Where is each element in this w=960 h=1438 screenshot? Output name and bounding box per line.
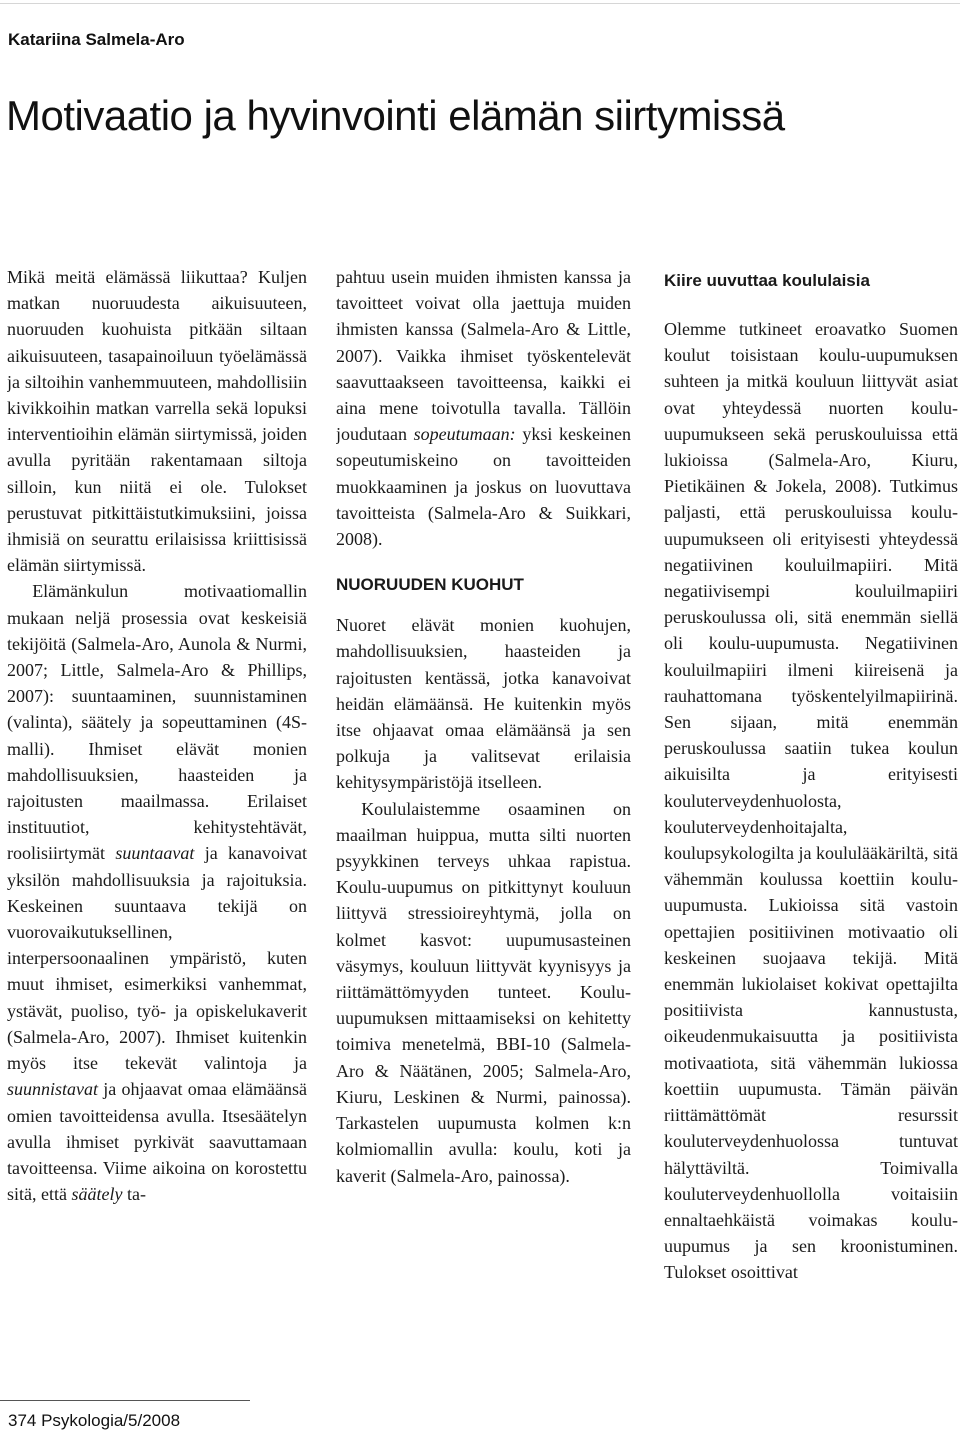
top-rule	[0, 3, 960, 4]
footer-rule	[0, 1400, 250, 1401]
paragraph: Koululaistemme osaaminen on maailman huippua, mutta silti nuorten psyykkinen terveys uhkaa rapistua. Koulu-uupumus on pitkittynyt kouluun liittyvä stressioireyhtymä, jolla on kolmet kasvot: uupumusasteinen väsymys, kouluun liittyvät kyynisyys ja riittämättömyyden tunteet. Koulu-uupumuksen mittaamiseksi on kehitetty toimiva menetelmä, BBI-10 (Salmela-Aro & Näätänen, 2005; Salmela-Aro, Kiuru, Leskinen & Nurmi, painossa). Tarkastelen uupumusta kolmen k:n kolmiomallin avulla: koulu, koti ja kaverit (Salmela-Aro, painossa).	[336, 798, 631, 1186]
emphasis: suuntaavat	[115, 843, 195, 864]
paragraph: Elämänkulun motivaatiomallin mukaan neljä prosessia ovat keskeisiä tekijöitä (Salmela-Aro, Aunola & Nurmi, 2007; Little, Salmela-Aro & Phillips, 2007): suuntaaminen, suunnistaminen (valinta), säätely ja sopeuttaminen (4S-malli). Ihmiset elävät monien mahdollisuuksien, haasteiden ja rajoitusten maailmassa. Erilaiset instituutiot, kehitystehtävät, roolisiirtymät suuntaavat ja kanavoivat yksilön mahdollisuuksia ja rajoituksia. Keskeinen suuntaava tekijä on vuorovaikutuksellinen, interpersoonaalinen ympäristö, kuten muut ihmiset, esimerkiksi vanhemmat, ystävät, puoliso, työ- ja opiskelukaverit (Salmela-Aro, 2007). Ihmiset kuitenkin myös itse tekevät valintoja ja suunnistavat ja ohjaavat omaa elämäänsä omien tavoitteidensa avulla. Itsesäätelyn avulla ihmiset pyrkivät saavuttamaan tavoitteensa. Viime aikoina on korostettu sitä, että säätely ta-	[7, 581, 307, 1205]
section-heading: Kiire uuvuttaa koululaisia	[664, 271, 870, 290]
emphasis: sopeutumaan:	[413, 424, 516, 445]
paragraph: pahtuu usein muiden ihmisten kanssa ja tavoitteet voivat olla jaettuja muiden ihmisten kanssa (Salmela-Aro & Little, 2007). Vaikka ihmiset työskentelevät saavuttaakseen tavoitteensa, kaikki ei aina mene toivotulla tavalla. Tällöin joudutaan sopeutumaan: yksi keskeinen sopeutumiskeino on tavoitteiden muokkaaminen ja joskus on luovuttava tavoitteista (Salmela-Aro & Suikkari, 2008).	[336, 267, 631, 550]
article-title: Motivaatio ja hyvinvointi elämän siirtymissä	[6, 92, 785, 139]
paragraph: Nuoret elävät monien kuohujen, mahdollisuuksien, haasteiden ja rajoitusten kentässä, jotka kanavoivat heidän elämäänsä. He kuitenkin myös itse ohjaavat omaa elämäänsä ja sen polkuja ja valitsevat erilaisia kehitysympäristöjä itselleen.	[336, 615, 631, 793]
author-name: Katariina Salmela-Aro	[8, 30, 185, 49]
text-column-1	[7, 264, 307, 1388]
paragraph: Mikä meitä elämässä liikuttaa? Kuljen matkan nuoruudesta aikuisuuteen, nuoruuden kuohuista pitkään siltaan aikuisuuteen, tasapainoiluun työelämässä ja siltoihin vanhemmuuteen, mahdollisiin kivikkoihin matkan varrella sekä lopuksi interventioihin elämän siirtymissä, joiden avulla pyritään rakentamaan siltoja silloin, kun niitä ei ole. Tulokset perustuvat pitkittäistutkimuksiini, joissa ihmisiä on seurattu erilaisissa kriittisissä elämän siirtymissä.	[7, 267, 307, 576]
emphasis: suunnistavat	[7, 1079, 99, 1100]
page-footer: 374 Psykologia/5/2008	[8, 1411, 181, 1430]
text-column-3	[664, 264, 958, 1388]
text-column-2	[336, 264, 631, 1388]
section-heading: NUORUUDEN KUOHUT	[336, 575, 524, 595]
paragraph: Olemme tutkineet eroavatko Suomen koulut toisistaan koulu-uupumuksen suhteen ja mitkä kouluun liittyvät asiat ovat yhteydessä nuorten koulu-uupumukseen sekä peruskouluissa että lukioissa (Salmela-Aro, Kiuru, Pietikäinen & Jokela, 2008). Tutkimus paljasti, että peruskouluissa koulu-uupumukseen oli erityisesti yhteydessä negatiivinen kouluilmapiiri. Mitä negatiivisempi kouluilmapiiri peruskoulussa oli, sitä enemmän siellä oli koulu-uupumusta. Negatiivinen kouluilmapiiri ilmeni kiireisenä ja rauhattomana työskentelyilmapiirinä. Sen sijaan, mitä enemmän peruskoulussa saatiin tukea koulun aikuisilta ja erityisesti kouluterveydenhuolosta, kouluterveydenhoitajalta, koulupsykologilta ja koululääkäriltä, sitä vähemmän koulussa koettiin koulu-uupumusta. Lukioissa sitä vastoin opettajien positiivinen motivaatio oli keskeinen suojaava tekijä. Mitä enemmän lukiolaiset kokivat opettajilta positiivista kannustusta, oikeudenmukaisuutta ja positiivista motivaatiota, sitä vähemmän lukiossa koettiin uupumusta. Tämän päivän riittämättömät resurssit kouluterveydenhuolossa tuntuvat hälyttäviltä. Toimivalla kouluterveydenhuollolla voitaisiin ennaltaehkäistä voimakas koulu-uupumus ja sen kroonistuminen. Tulokset osoittivat	[664, 319, 958, 1283]
emphasis: säätely	[71, 1184, 123, 1205]
